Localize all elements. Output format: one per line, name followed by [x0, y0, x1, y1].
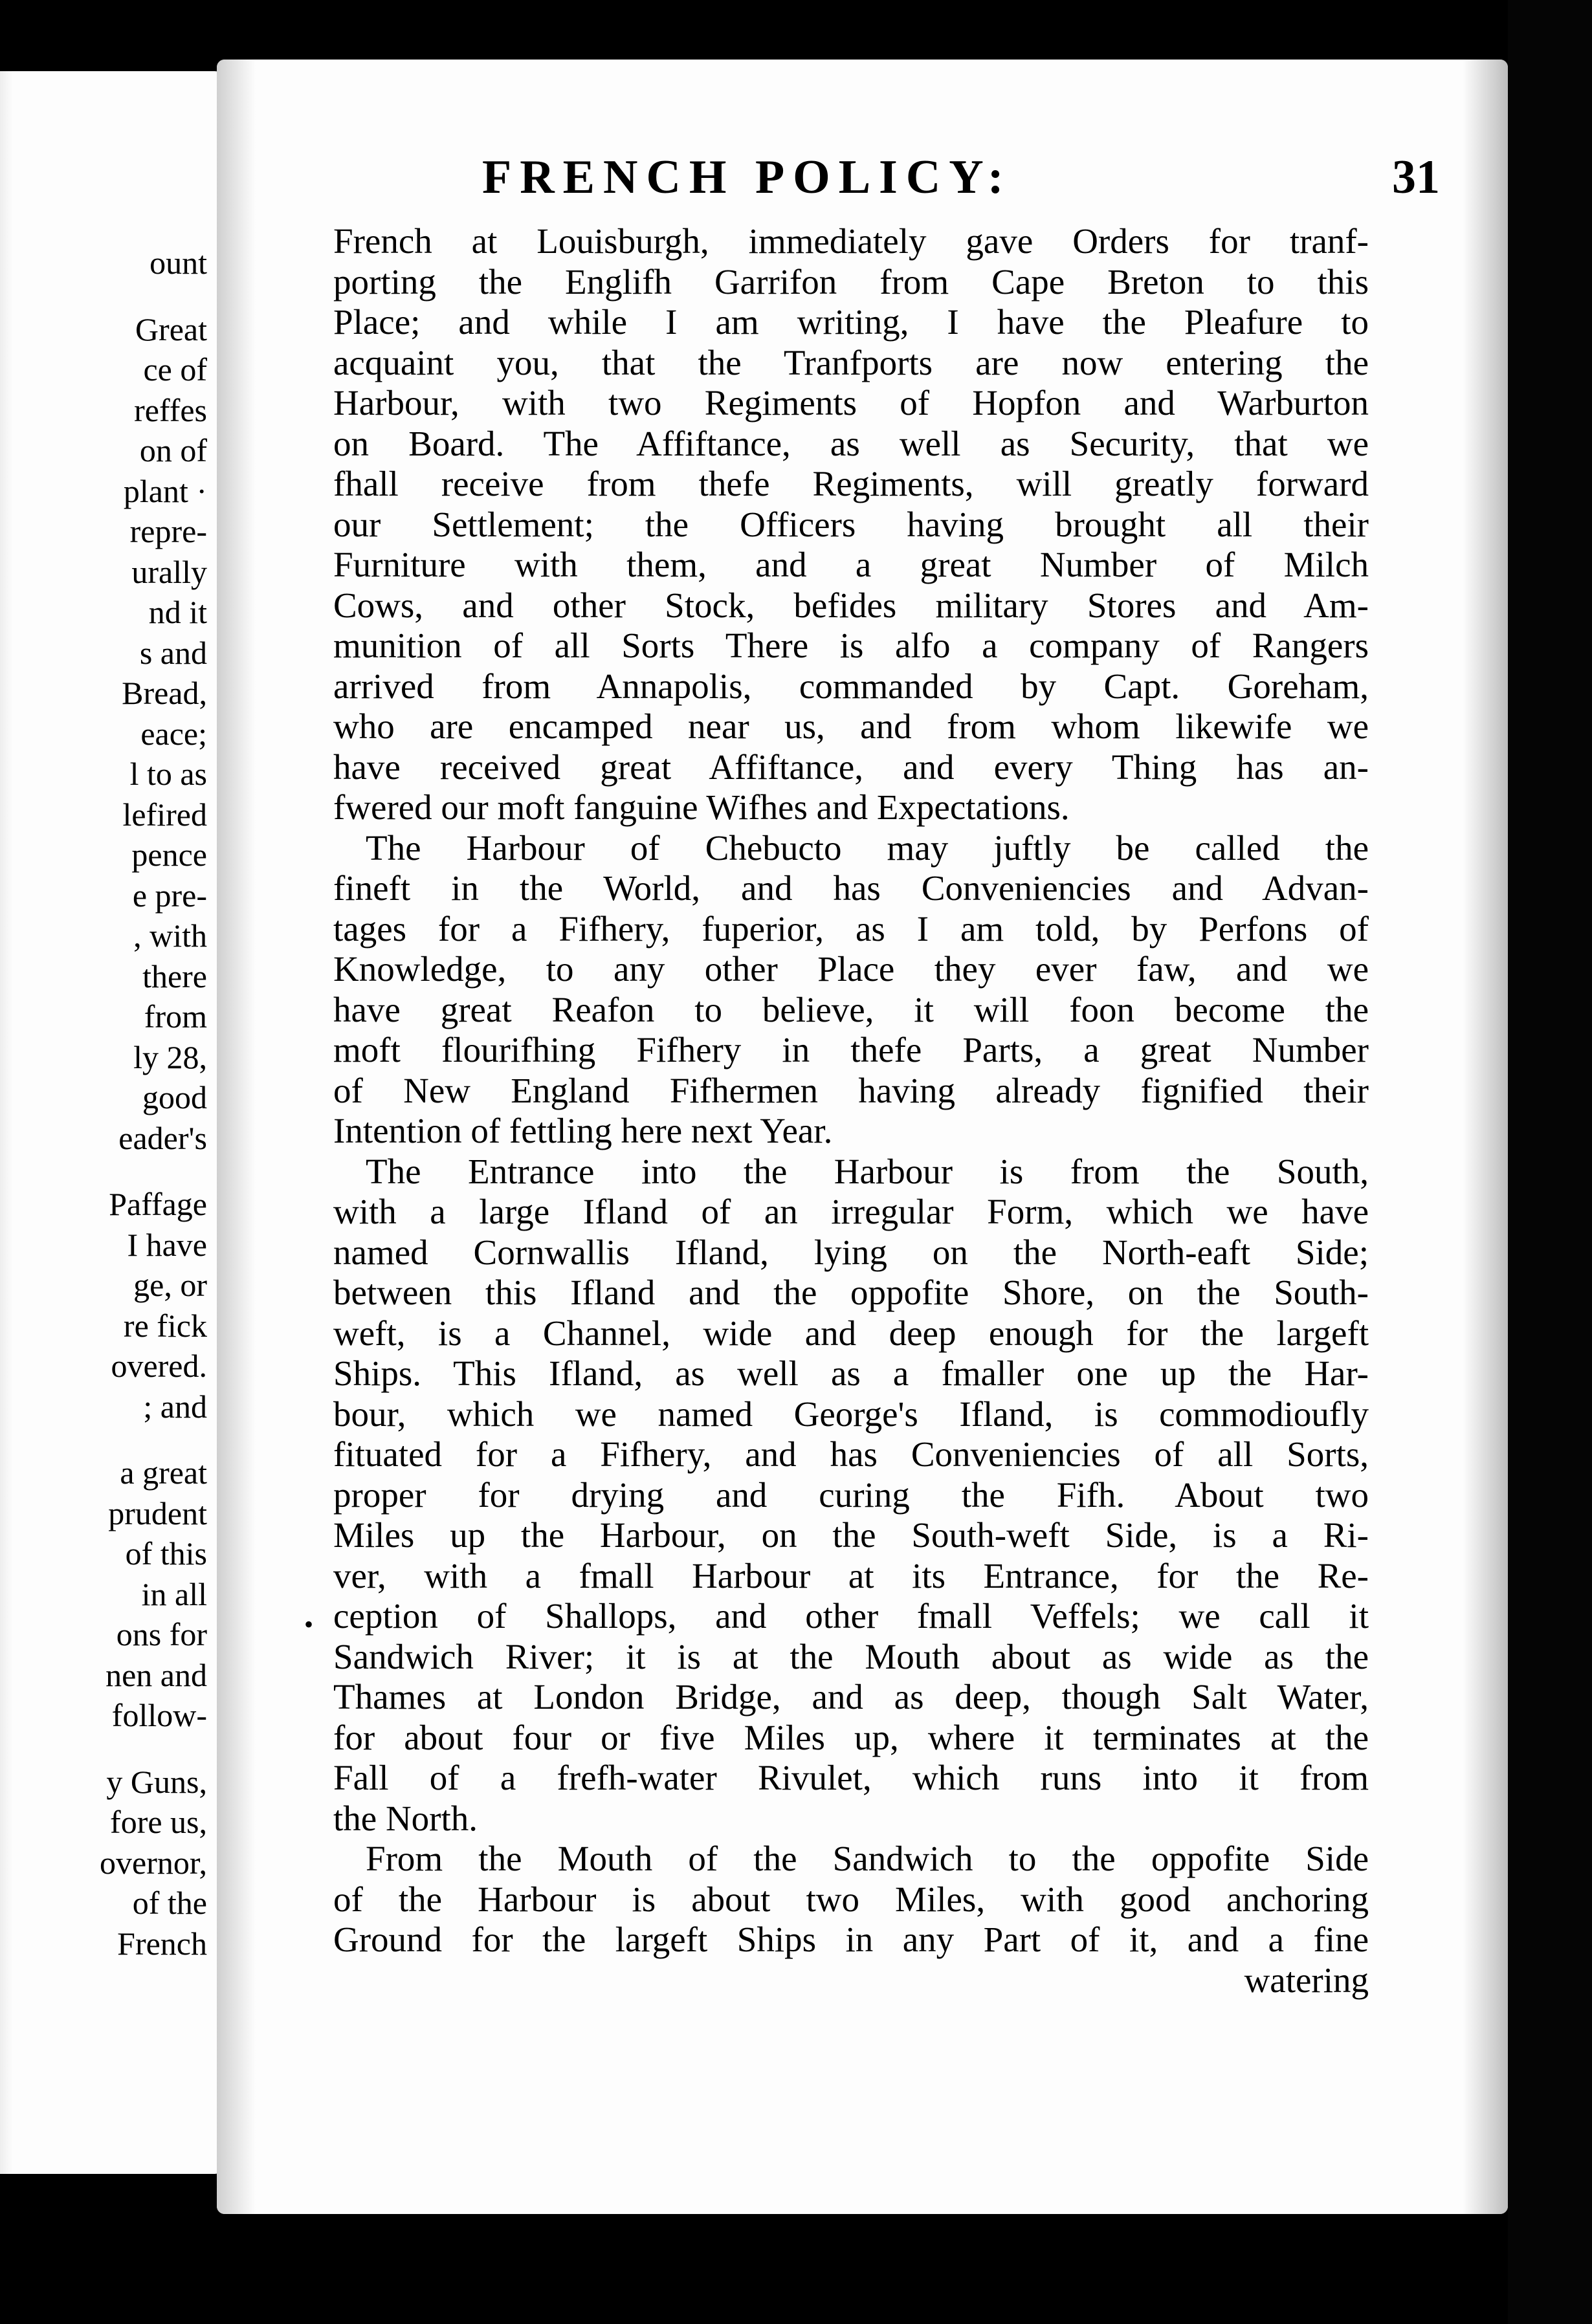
left-page-line: on of — [139, 432, 207, 468]
left-page-line: ce of — [143, 351, 207, 388]
text-line: on Board. The Affiftance, as well as Security, that we — [333, 423, 1369, 463]
left-page-line: l to as — [129, 756, 207, 792]
text-line: arrived from Annapolis, commanded by Capt. Goreham, — [333, 666, 1369, 706]
left-page — [0, 71, 227, 2174]
left-page-line: fore us, — [110, 1804, 207, 1840]
page-number: 31 — [1392, 151, 1440, 204]
text-line: our Settlement; the Officers having brought all their — [333, 504, 1369, 544]
left-page-line: follow- — [111, 1697, 207, 1733]
text-line: the North. — [333, 1798, 478, 1838]
text-line: fituated for a Fifhery, and has Conveniencies of all Sorts, — [333, 1434, 1369, 1474]
left-page-line: urally — [131, 553, 207, 590]
left-page-line: plant · — [123, 472, 207, 509]
text-line: for about four or five Miles up, where it terminates at the — [333, 1717, 1369, 1757]
text-line: Harbour, with two Regiments of Hopfon and Warburton — [333, 383, 1369, 422]
text-line: who are encamped near us, and from whom likewife we — [333, 707, 1369, 746]
text-line: Sandwich River; it is at the Mouth about as wide as the — [333, 1636, 1369, 1676]
margin-mark: • — [304, 1610, 314, 1639]
left-page-line: re fick — [123, 1307, 207, 1344]
left-page-line: prudent — [108, 1495, 207, 1531]
left-page-line: there — [142, 958, 207, 994]
text-line: Ground for the largeft Ships in any Part of it, and a fine — [333, 1920, 1369, 1959]
text-line: moft flourifhing Fifhery in thefe Parts, a great Number — [333, 1030, 1369, 1069]
text-line: tages for a Fifhery, fuperior, as I am told, by Perfons of — [333, 908, 1369, 948]
left-page-line: French — [117, 1925, 207, 1962]
text-line: fhall receive from thefe Regiments, will greatly forward — [333, 464, 1369, 503]
text-line: Place; and while I am writing, I have the Pleafure to — [333, 302, 1369, 342]
text-line: Intention of fettling here next Year. — [333, 1111, 833, 1150]
text-line: Cows, and other Stock, befides military Stores and Am- — [333, 585, 1369, 625]
left-page-line: I have — [127, 1226, 207, 1263]
left-page-line: pence — [131, 837, 207, 873]
text-line: between this Ifland and the oppofite Shore, on the South- — [333, 1273, 1369, 1312]
left-page-line: ly 28, — [133, 1038, 207, 1075]
text-line: proper for drying and curing the Fifh. About two — [333, 1474, 1369, 1515]
left-page-line: nd it — [148, 594, 207, 630]
left-page-line — [0, 1736, 207, 1762]
text-line: The Harbour of Chebucto may juftly be called the — [366, 828, 1369, 868]
left-page-line: s and — [139, 634, 207, 671]
text-line: Thames at London Bridge, and as deep, though Salt Water, — [333, 1677, 1369, 1716]
left-page-line: eace; — [140, 715, 207, 752]
text-line: ception of Shallops, and other fmall Veffels; we call it — [333, 1596, 1369, 1636]
running-title: FRENCH POLICY: — [482, 151, 1012, 204]
left-page-line: repre- — [129, 513, 207, 549]
text-line: fwered our moft fanguine Wifhes and Expectations. — [333, 787, 1070, 827]
left-page-line: overnor, — [100, 1844, 207, 1881]
left-page-line: overed. — [111, 1348, 207, 1384]
left-page-line: from — [144, 998, 207, 1035]
text-line: Ships. This Ifland, as well as a fmaller one up the Har- — [333, 1354, 1369, 1393]
text-line: have received great Affiftance, and every Thing has an- — [333, 747, 1369, 787]
left-page-line: good — [142, 1079, 207, 1115]
text-line: watering — [1244, 1960, 1369, 2000]
left-page-line: ount — [149, 245, 207, 281]
text-line: weft, is a Channel, wide and deep enough for the largeft — [333, 1313, 1369, 1353]
left-page-line — [0, 1427, 207, 1453]
left-page-line: eader's — [118, 1119, 207, 1156]
left-page-line: , with — [133, 917, 207, 954]
gutter-shadow — [217, 60, 256, 2214]
text-line: porting the Englifh Garrifon from Cape Breton to this — [333, 261, 1369, 301]
left-page-line: ; and — [143, 1388, 207, 1425]
right-page — [217, 60, 1508, 2214]
text-line: have great Reafon to believe, it will foon become the — [333, 989, 1369, 1029]
left-page-line — [0, 283, 207, 309]
text-line: Furniture with them, and a great Number of Milch — [333, 545, 1369, 584]
text-line: of New England Fifhermen having already fignified their — [333, 1070, 1369, 1110]
text-line: named Cornwallis Ifland, lying on the North-eaft Side; — [333, 1232, 1369, 1272]
left-page-line: reffes — [134, 391, 207, 428]
text-line: The Entrance into the Harbour is from the South, — [366, 1151, 1369, 1191]
left-page-line: Great — [135, 311, 207, 347]
running-head — [217, 150, 1508, 208]
left-page-line: Bread, — [122, 675, 207, 711]
left-page-text-fragments — [0, 243, 207, 1964]
text-line: acquaint you, that the Tranfports are now entering the — [333, 342, 1369, 382]
book-spine — [1508, 0, 1592, 2324]
text-line: fineft in the World, and has Conveniencies and Advan- — [333, 868, 1369, 908]
body-text — [333, 221, 1369, 2001]
page-edge-shadow — [1463, 60, 1508, 2214]
text-line: Fall of a frefh-water Rivulet, which runs into it from — [333, 1758, 1369, 1797]
left-page-line: a great — [120, 1454, 207, 1491]
left-page-line: in all — [141, 1575, 207, 1612]
text-line: French at Louisburgh, immediately gave Orders for tranf- — [333, 221, 1369, 261]
left-page-line: ons for — [116, 1616, 207, 1652]
left-page-line: y Guns, — [106, 1763, 207, 1800]
text-line: munition of all Sorts There is alfo a company of Rangers — [333, 626, 1369, 665]
text-line: of the Harbour is about two Miles, with good anchoring — [333, 1879, 1369, 1919]
text-line: Miles up the Harbour, on the South-weft Side, is a Ri- — [333, 1515, 1369, 1555]
left-page-line: of the — [132, 1885, 207, 1921]
left-page-line: ge, or — [133, 1267, 207, 1303]
left-page-line: of this — [125, 1535, 207, 1572]
text-line: Knowledge, to any other Place they ever faw, and we — [333, 949, 1369, 989]
left-page-line: Paffage — [109, 1186, 207, 1222]
left-page-line: lefired — [122, 796, 207, 833]
text-line: bour, which we named George's Ifland, is commodioufly — [333, 1394, 1369, 1434]
text-line: ver, with a fmall Harbour at its Entrance, for the Re- — [333, 1555, 1369, 1595]
left-page-line — [0, 1158, 207, 1184]
left-page-line: e pre- — [132, 877, 207, 914]
text-line: with a large Ifland of an irregular Form, which we have — [333, 1192, 1369, 1231]
left-page-line: nen and — [105, 1656, 207, 1693]
text-line: From the Mouth of the Sandwich to the oppofite Side — [366, 1839, 1369, 1878]
